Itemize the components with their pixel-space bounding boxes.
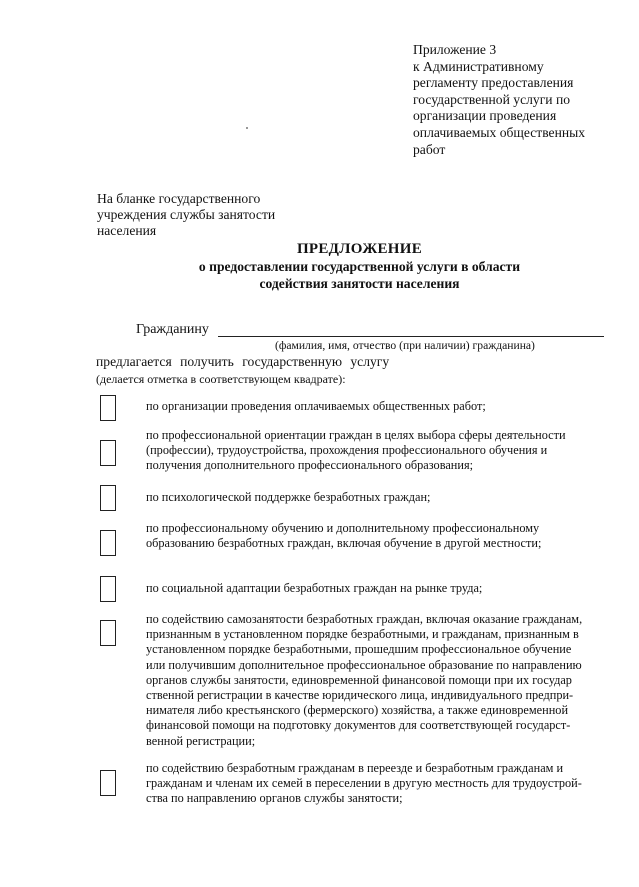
option-line: образованию безработных граждан, включая обучение в другой местности; xyxy=(146,536,542,551)
option-text xyxy=(146,428,611,474)
letterhead-line: На бланке государственного xyxy=(97,191,261,206)
annex-line: к Административному xyxy=(413,58,544,74)
option-line: нимателя либо крестьянского (фермерского) хозяйства, а также единовременной xyxy=(146,703,569,718)
annex-line: оплачиваемых общественных xyxy=(413,124,586,140)
option-line: или получившим дополнительное профессиональное образование по направлению xyxy=(146,657,582,672)
option-line: установленном порядке безработными, прошедшим профессиональное обучение xyxy=(146,642,572,657)
option-line: гражданам и членам их семей в переселении в другую местность для трудоустрой- xyxy=(146,776,582,791)
option-line: венной регистрации; xyxy=(146,733,256,748)
annex-line: организации проведения xyxy=(413,108,557,124)
option-line: ственной регистрации в качестве юридического лица, индивидуального предпри- xyxy=(146,688,574,703)
option-line: по профессиональному обучению и дополнительному профессиональному xyxy=(146,521,540,535)
option-line: по психологической поддержке безработных граждан; xyxy=(146,490,431,504)
option-checkbox[interactable] xyxy=(100,576,116,602)
option-line: по содействию самозанятости безработных граждан, включая оказание гражданам, xyxy=(146,612,583,626)
option-checkbox[interactable] xyxy=(100,530,116,556)
option-checkbox[interactable] xyxy=(100,620,116,646)
annex-line: работ xyxy=(413,141,446,157)
citizen-field-hint: (фамилия, имя, отчество (при наличии) гражданина) xyxy=(275,339,535,352)
citizen-label: Гражданину xyxy=(136,322,209,337)
annex-line: регламенту предоставления xyxy=(413,75,574,91)
document-title xyxy=(0,241,639,292)
title-subline: содействия занятости населения xyxy=(259,276,460,291)
annex-reference xyxy=(413,42,628,158)
letterhead-line: учреждения службы занятости xyxy=(97,207,276,222)
option-text xyxy=(146,612,611,749)
title-heading: ПРЕДЛОЖЕНИЕ xyxy=(296,241,423,257)
option-line: по организации проведения оплачиваемых общественных работ; xyxy=(146,399,486,413)
option-line: по социальной адаптации безработных граждан на рынке труда; xyxy=(146,581,483,595)
title-subline: о предоставлении государственной услуги в области xyxy=(198,259,521,274)
letterhead-note xyxy=(97,191,275,239)
option-text xyxy=(146,581,611,596)
option-line: (профессии), трудоустройства, прохождения профессионального обучения и xyxy=(146,443,548,458)
option-text xyxy=(146,490,611,505)
option-line: по профессиональной ориентации граждан в целях выбора сферы деятельности xyxy=(146,428,566,442)
option-checkbox[interactable] xyxy=(100,770,116,796)
option-text xyxy=(146,761,611,807)
option-checkbox[interactable] xyxy=(100,440,116,466)
option-checkbox[interactable] xyxy=(100,395,116,421)
option-line: по содействию безработным гражданам в переезде и безработным гражданам и xyxy=(146,761,564,775)
option-line: финансовой помощи на подготовку документов для соответствующей государст- xyxy=(146,718,571,733)
citizen-name-field[interactable] xyxy=(218,336,604,337)
option-line: признанным в установленном порядке безработными, и гражданам, признанным в xyxy=(146,627,579,642)
annex-line: Приложение 3 xyxy=(413,42,497,57)
offer-text: предлагается получить государственную услугу xyxy=(96,354,390,369)
option-line: ства по направлению органов службы занятости; xyxy=(146,791,403,806)
option-line: получения дополнительного профессионального образования; xyxy=(146,458,474,473)
option-line: органов службы занятости, единовременной финансовой помощи при их государ xyxy=(146,672,572,687)
annex-line: государственной услуги по xyxy=(413,91,571,107)
option-text xyxy=(146,399,611,414)
scan-speck xyxy=(246,127,248,129)
option-checkbox[interactable] xyxy=(100,485,116,511)
option-text xyxy=(146,521,611,551)
mark-instruction: (делается отметка в соответствующем квадрате): xyxy=(96,372,346,386)
letterhead-line: населения xyxy=(97,223,157,238)
